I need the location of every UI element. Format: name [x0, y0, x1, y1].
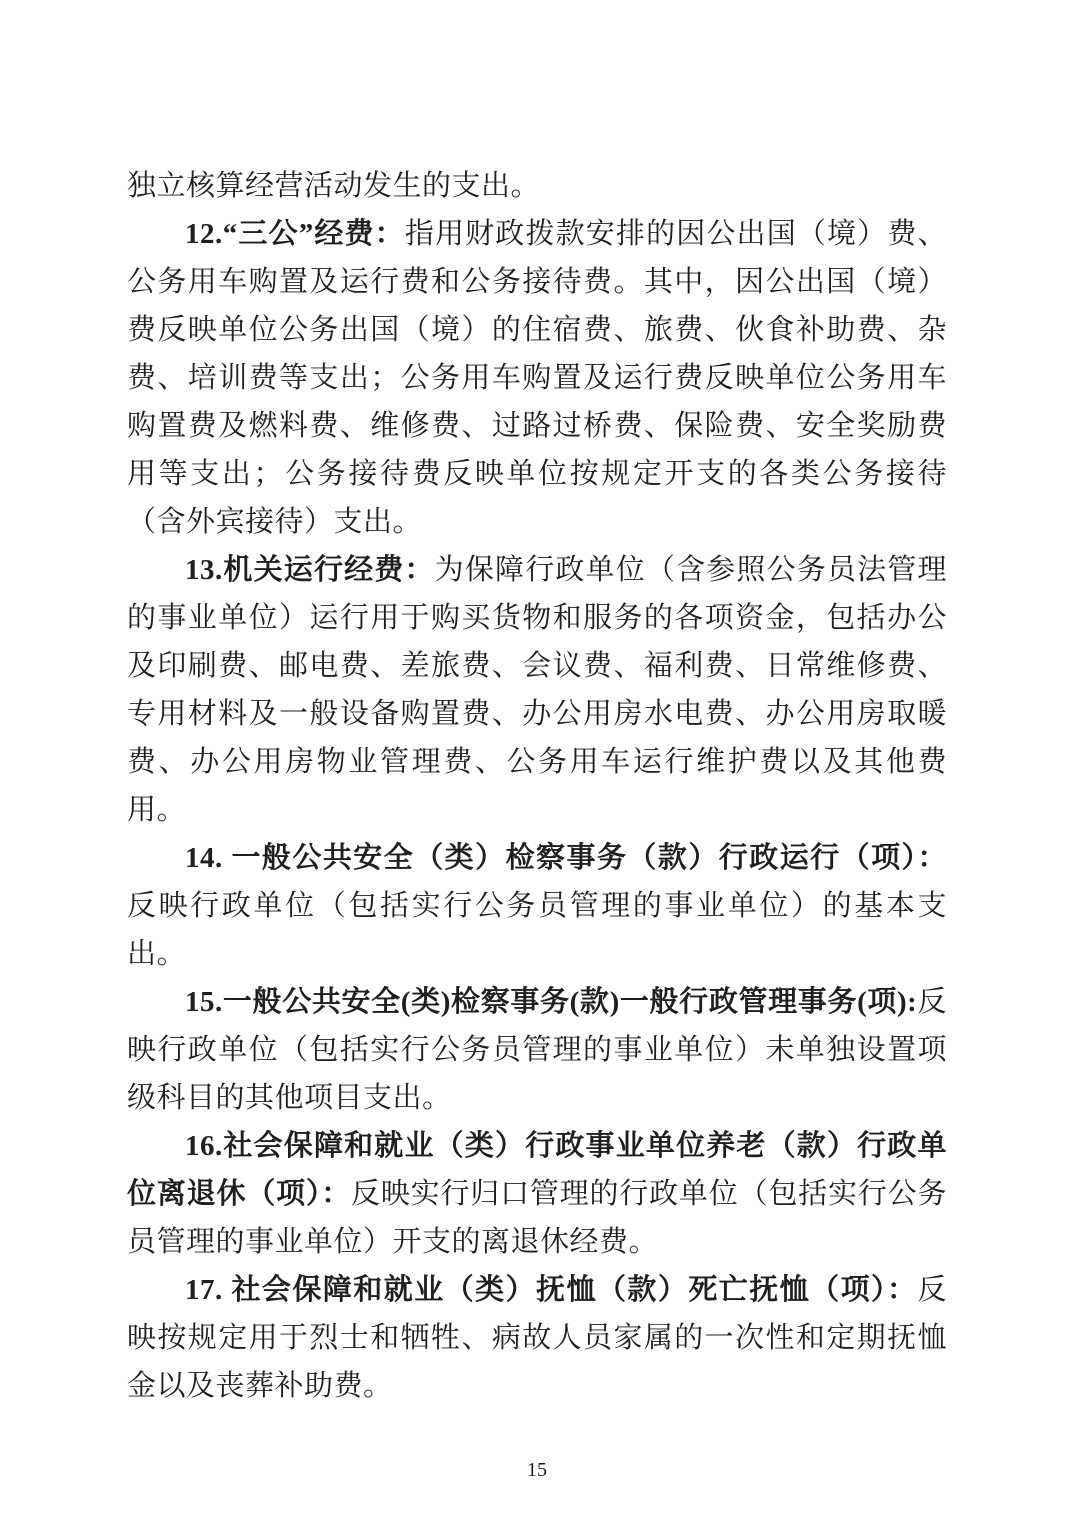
paragraph-text: 为保障行政单位（含参照公务员法管理的事业单位）运行用于购买货物和服务的各项资金，包括办公及印刷费、邮电费、差旅费、会议费、福利费、日常维修费、专用材料及一般设备购置费、办公用房水电费、办公用房取暖费、办公用房物业管理费、公务用车运行维护费以及其他费用。 — [127, 554, 947, 826]
paragraph-text: 指用财政拨款安排的因公出国（境）费、公务用车购置及运行费和公务接待费。其中，因公出国（境）费反映单位公务出国（境）的住宿费、旅费、伙食补助费、杂费、培训费等支出；公务用车购置及运行费反映单位公务用车购置费及燃料费、维修费、过路过桥费、保险费、安全奖励费用等支出；公务接待费反映单位按规定开支的各类公务接待（含外宾接待）支出。 — [127, 218, 947, 538]
paragraph-item-13 — [127, 546, 947, 834]
paragraph-item-17 — [127, 1266, 947, 1410]
page-footer — [0, 1456, 1074, 1484]
paragraph-lead: 15.一般公共安全(类)检察事务(款)一般行政管理事务(项): — [185, 986, 918, 1018]
paragraph-lead: 16.社会保障和就业（类）行政事业单位养老（款）行政单位离退休（项）： — [127, 1130, 947, 1210]
paragraph-item-14 — [127, 834, 947, 978]
paragraph-item-16 — [127, 1122, 947, 1266]
page-number: 15 — [527, 1459, 547, 1481]
paragraph-text: 反映按规定用于烈士和牺牲、病故人员家属的一次性和定期抚恤金以及丧葬补助费。 — [127, 1274, 947, 1402]
paragraph-item-15 — [127, 978, 947, 1122]
paragraph-lead: 13.机关运行经费： — [185, 554, 435, 586]
paragraph-continuation — [127, 162, 947, 210]
paragraph-text: 反映行政单位（包括实行公务员管理的事业单位）未单独设置项级科目的其他项目支出。 — [127, 986, 947, 1114]
paragraph-item-12 — [127, 210, 947, 546]
paragraph-lead: 17. 社会保障和就业（类）抚恤（款）死亡抚恤（项）： — [185, 1274, 918, 1306]
document-body — [127, 162, 947, 1410]
paragraph-text: 反映实行归口管理的行政单位（包括实行公务员管理的事业单位）开支的离退休经费。 — [127, 1178, 947, 1258]
paragraph-lead: 14. 一般公共安全（类）检察事务（款）行政运行（项）： — [185, 842, 947, 874]
paragraph-text: 独立核算经营活动发生的支出。 — [127, 170, 541, 202]
paragraph-lead: 12.“三公”经费： — [185, 218, 405, 250]
paragraph-text: 反映行政单位（包括实行公务员管理的事业单位）的基本支出。 — [127, 890, 947, 970]
